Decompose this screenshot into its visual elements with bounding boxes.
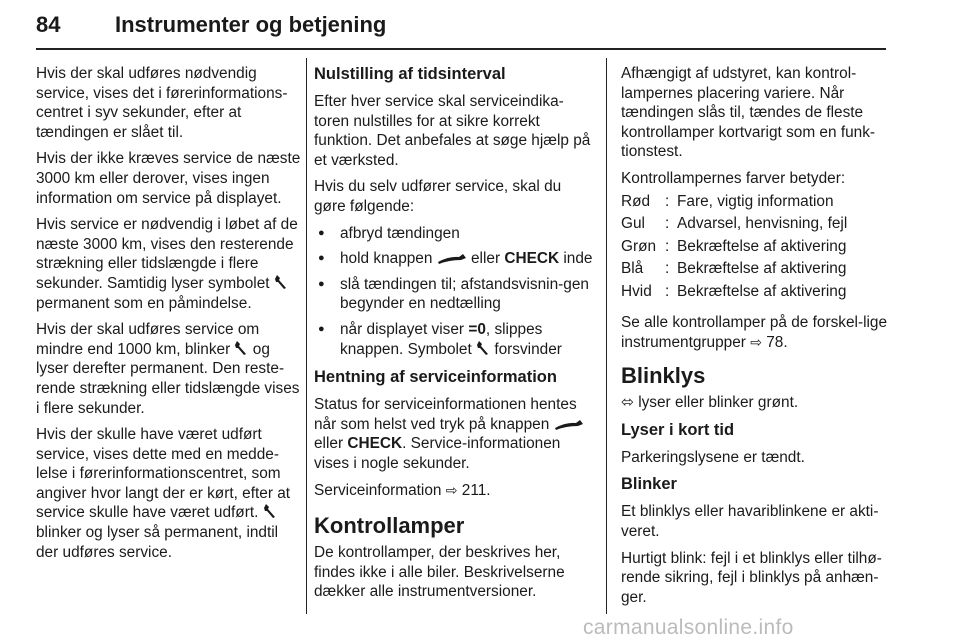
column-2 xyxy=(314,64,594,609)
section-heading: Nulstilling af tidsinterval xyxy=(314,65,506,83)
paragraph: Hvis der skal udføres nødvendig service, vises det i førerinformations-centret i syv sekunder, efter at tændingen er slået til. xyxy=(36,65,288,141)
paragraph-text: blinker og lyser så permanent, indtil der udføres service. xyxy=(36,524,279,561)
section-heading: Blinker xyxy=(621,475,677,494)
wrench-icon xyxy=(476,340,490,356)
paragraph: Parkeringslysene er tændt. xyxy=(621,448,805,466)
separator: : xyxy=(665,237,670,255)
paragraph xyxy=(314,481,594,501)
separator: : xyxy=(665,192,670,210)
thumbwheel-icon xyxy=(554,419,584,431)
paragraph: Hvis du selv udfører service, skal du gøre følgende: xyxy=(314,178,562,215)
section-heading: Blinklys xyxy=(621,363,706,389)
chapter-title: Instrumenter og betjening xyxy=(115,12,387,37)
section-heading: Kontrollamper xyxy=(314,513,465,539)
paragraph xyxy=(621,313,888,352)
list-item xyxy=(314,249,594,269)
paragraph xyxy=(36,320,304,418)
list-item-text: når displayet viser xyxy=(340,320,465,338)
separator: : xyxy=(665,282,670,300)
list-item: ● afbryd tændingen xyxy=(314,224,594,244)
paragraph xyxy=(36,215,304,313)
paragraph-text: Se alle kontrollamper på de forskel-lige instrumentgrupper xyxy=(621,314,888,351)
paragraph-text: Hvis der skulle have været udført service, vises dette med en medde-lelse i førerinformationscentret, som angiver hvor langt der er kørt, efter at service skulle have været udført. xyxy=(36,426,291,522)
paragraph xyxy=(621,393,888,413)
turn-signal-icon: ⬄ xyxy=(621,394,634,412)
color-meaning: Bekræftelse af aktivering xyxy=(677,282,847,300)
wrench-icon xyxy=(274,274,288,290)
color-meaning: Advarsel, henvisning, fejl xyxy=(677,215,848,233)
paragraph: Afhængigt af udstyret, kan kontrol-lampernes placering variere. Når tændingen slås til, tændes de fleste kontrollamper kortvarigt som en funk-tionstest. xyxy=(621,65,876,161)
display-code: =0 xyxy=(468,320,486,338)
color-table xyxy=(621,191,847,304)
color-name: Rød xyxy=(621,192,651,210)
page-reference[interactable]: 78. xyxy=(766,333,788,351)
color-name: Gul xyxy=(621,215,645,233)
column-divider xyxy=(606,58,607,614)
thumbwheel-icon xyxy=(437,253,467,265)
watermark: carmanualsonline.info xyxy=(583,616,794,639)
check-label: CHECK xyxy=(504,250,560,268)
paragraph xyxy=(36,425,304,562)
table-row xyxy=(621,191,847,214)
separator: : xyxy=(665,260,670,278)
table-row xyxy=(621,236,847,259)
color-meaning: Fare, vigtig information xyxy=(677,192,834,210)
color-meaning: Bekræftelse af aktivering xyxy=(677,260,847,278)
wrench-icon xyxy=(234,340,248,356)
wrench-icon xyxy=(263,503,277,519)
arrow-reference-icon: ⇨ xyxy=(750,333,762,350)
arrow-reference-icon: ⇨ xyxy=(445,481,458,498)
list-item xyxy=(314,320,594,359)
paragraph-text: lyser eller blinker grønt. xyxy=(638,394,799,412)
column-3 xyxy=(621,64,888,614)
paragraph-text: eller xyxy=(314,435,344,453)
list-item-text: inde xyxy=(563,250,593,268)
paragraph-text: og lyser derefter permanent. Den reste-rende strækning eller tidslængde vises i flere sekunder. xyxy=(36,340,300,417)
paragraph: Hvis der ikke kræves service de næste 3000 km eller derover, vises ingen information om service på displayet. xyxy=(36,150,301,207)
page-reference[interactable]: 211. xyxy=(461,481,491,499)
list-item-text: eller xyxy=(471,250,501,268)
paragraph-text: Hvis service er nødvendig i løbet af de næste 3000 km, vises den resterende strækning eller tidslængde i flere sekunder. Samtidig lyser symbolet xyxy=(36,216,298,292)
paragraph: Efter hver service skal serviceindika-toren nulstilles for at sikre korrekt funktion. Det anbefales at søge hjælp på et værksted. xyxy=(314,93,591,169)
table-row xyxy=(621,213,847,236)
paragraph: Kontrollampernes farver betyder: xyxy=(621,169,846,187)
color-name: Blå xyxy=(621,260,644,278)
paragraph-text: Hvis der skal udføres service om mindre end 1000 km, blinker xyxy=(36,321,260,358)
paragraph: De kontrollamper, der beskrives her, findes ikke i alle biler. Beskrivelserne dækker alle instrumentversioner. xyxy=(314,544,565,601)
bullet-list xyxy=(314,224,594,360)
list-item-text: hold knappen xyxy=(340,250,433,268)
section-heading: Lyser i kort tid xyxy=(621,420,735,439)
page-number: 84 xyxy=(36,12,61,37)
paragraph-text: . Service-informationen vises i nogle sekunder. xyxy=(314,435,561,472)
color-name: Hvid xyxy=(621,282,652,300)
paragraph-text: Status for serviceinformationen hentes når som helst ved tryk på knappen xyxy=(314,396,577,433)
separator: : xyxy=(665,215,670,233)
list-item-text: , slippes knappen. Symbolet xyxy=(340,320,543,358)
paragraph xyxy=(314,395,594,473)
color-meaning: Bekræftelse af aktivering xyxy=(677,237,847,255)
table-row xyxy=(621,258,847,281)
paragraph-text: permanent som en påmindelse. xyxy=(36,294,252,312)
color-name: Grøn xyxy=(621,237,657,255)
paragraph: Hurtigt blink: fejl i et blinklys eller tilhø-rende sikring, fejl i blinklys på anhæn-ger. xyxy=(621,549,882,606)
page-header xyxy=(36,8,886,44)
check-label: CHECK xyxy=(347,435,403,453)
list-item-text: forsvinder xyxy=(494,340,562,358)
header-rule xyxy=(36,48,886,50)
paragraph: Et blinklys eller havariblinkene er akti-veret. xyxy=(621,503,879,541)
table-row xyxy=(621,281,847,304)
list-item: ● slå tændingen til; afstandsvisnin-gen begynder en nedtælling xyxy=(314,275,594,314)
column-1 xyxy=(36,64,304,569)
section-heading: Hentning af serviceinformation xyxy=(314,368,557,387)
paragraph-text: Serviceinformation xyxy=(314,481,442,499)
column-divider xyxy=(306,58,307,614)
